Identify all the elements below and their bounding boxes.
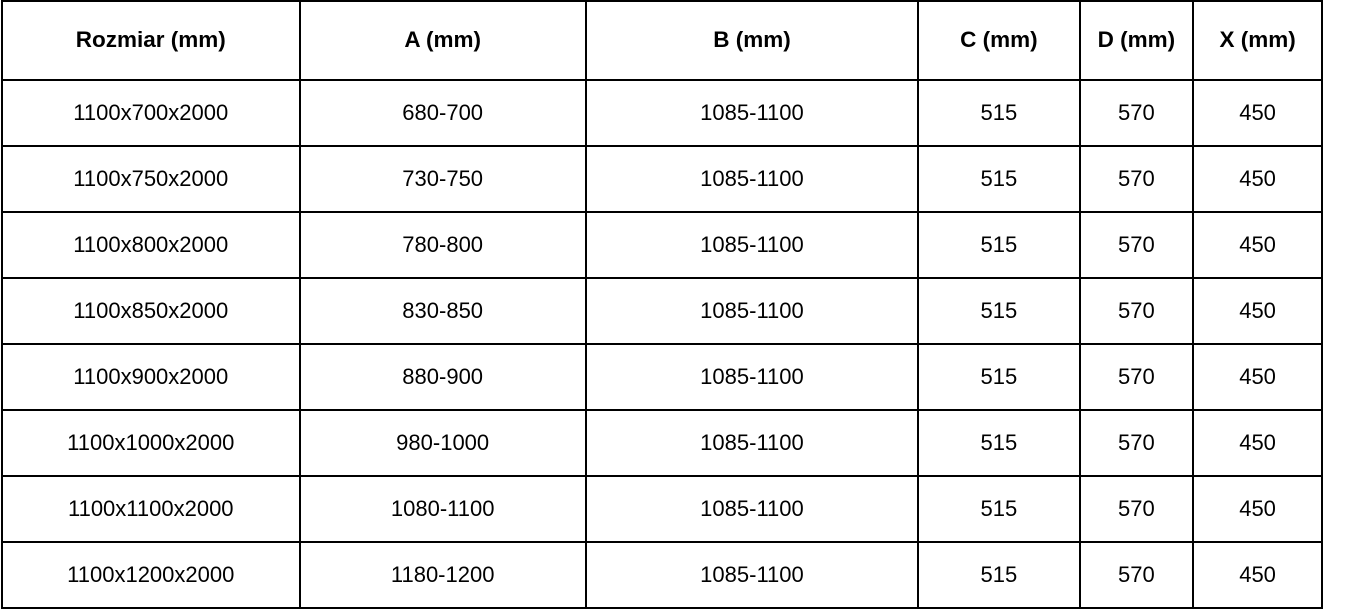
- cell-size: 1100x1100x2000: [2, 476, 300, 542]
- cell-c: 515: [918, 542, 1080, 608]
- cell-size: 1100x1200x2000: [2, 542, 300, 608]
- column-header-a: A (mm): [300, 1, 586, 80]
- dimensions-table: [1, 0, 1323, 609]
- cell-d: 570: [1080, 278, 1193, 344]
- cell-b: 1085-1100: [586, 146, 918, 212]
- column-header-x: X (mm): [1193, 1, 1322, 80]
- cell-x: 450: [1193, 410, 1322, 476]
- cell-size: 1100x800x2000: [2, 212, 300, 278]
- cell-d: 570: [1080, 344, 1193, 410]
- cell-x: 450: [1193, 542, 1322, 608]
- cell-c: 515: [918, 212, 1080, 278]
- cell-b: 1085-1100: [586, 278, 918, 344]
- cell-x: 450: [1193, 344, 1322, 410]
- cell-c: 515: [918, 278, 1080, 344]
- cell-d: 570: [1080, 146, 1193, 212]
- cell-x: 450: [1193, 476, 1322, 542]
- cell-a: 980-1000: [300, 410, 586, 476]
- table-row: [2, 476, 1322, 542]
- cell-a: 1080-1100: [300, 476, 586, 542]
- cell-x: 450: [1193, 146, 1322, 212]
- cell-c: 515: [918, 80, 1080, 146]
- cell-c: 515: [918, 344, 1080, 410]
- column-header-c: C (mm): [918, 1, 1080, 80]
- cell-a: 730-750: [300, 146, 586, 212]
- column-header-d: D (mm): [1080, 1, 1193, 80]
- cell-a: 1180-1200: [300, 542, 586, 608]
- cell-a: 830-850: [300, 278, 586, 344]
- cell-d: 570: [1080, 212, 1193, 278]
- cell-size: 1100x700x2000: [2, 80, 300, 146]
- cell-d: 570: [1080, 410, 1193, 476]
- cell-d: 570: [1080, 476, 1193, 542]
- cell-b: 1085-1100: [586, 410, 918, 476]
- cell-a: 780-800: [300, 212, 586, 278]
- cell-a: 880-900: [300, 344, 586, 410]
- cell-x: 450: [1193, 80, 1322, 146]
- cell-b: 1085-1100: [586, 344, 918, 410]
- cell-c: 515: [918, 146, 1080, 212]
- cell-b: 1085-1100: [586, 212, 918, 278]
- cell-d: 570: [1080, 80, 1193, 146]
- table-row: [2, 278, 1322, 344]
- cell-d: 570: [1080, 542, 1193, 608]
- cell-size: 1100x850x2000: [2, 278, 300, 344]
- cell-c: 515: [918, 476, 1080, 542]
- table-header: [2, 1, 1322, 80]
- table-row: [2, 212, 1322, 278]
- cell-b: 1085-1100: [586, 542, 918, 608]
- cell-b: 1085-1100: [586, 80, 918, 146]
- cell-size: 1100x750x2000: [2, 146, 300, 212]
- cell-c: 515: [918, 410, 1080, 476]
- column-header-b: B (mm): [586, 1, 918, 80]
- table-row: [2, 146, 1322, 212]
- cell-size: 1100x1000x2000: [2, 410, 300, 476]
- table-row: [2, 344, 1322, 410]
- table-row: [2, 80, 1322, 146]
- table-row: [2, 542, 1322, 608]
- cell-a: 680-700: [300, 80, 586, 146]
- column-header-rozmiar: Rozmiar (mm): [2, 1, 300, 80]
- table-body: [2, 80, 1322, 608]
- cell-b: 1085-1100: [586, 476, 918, 542]
- table-header-row: [2, 1, 1322, 80]
- cell-x: 450: [1193, 278, 1322, 344]
- cell-x: 450: [1193, 212, 1322, 278]
- table-row: [2, 410, 1322, 476]
- cell-size: 1100x900x2000: [2, 344, 300, 410]
